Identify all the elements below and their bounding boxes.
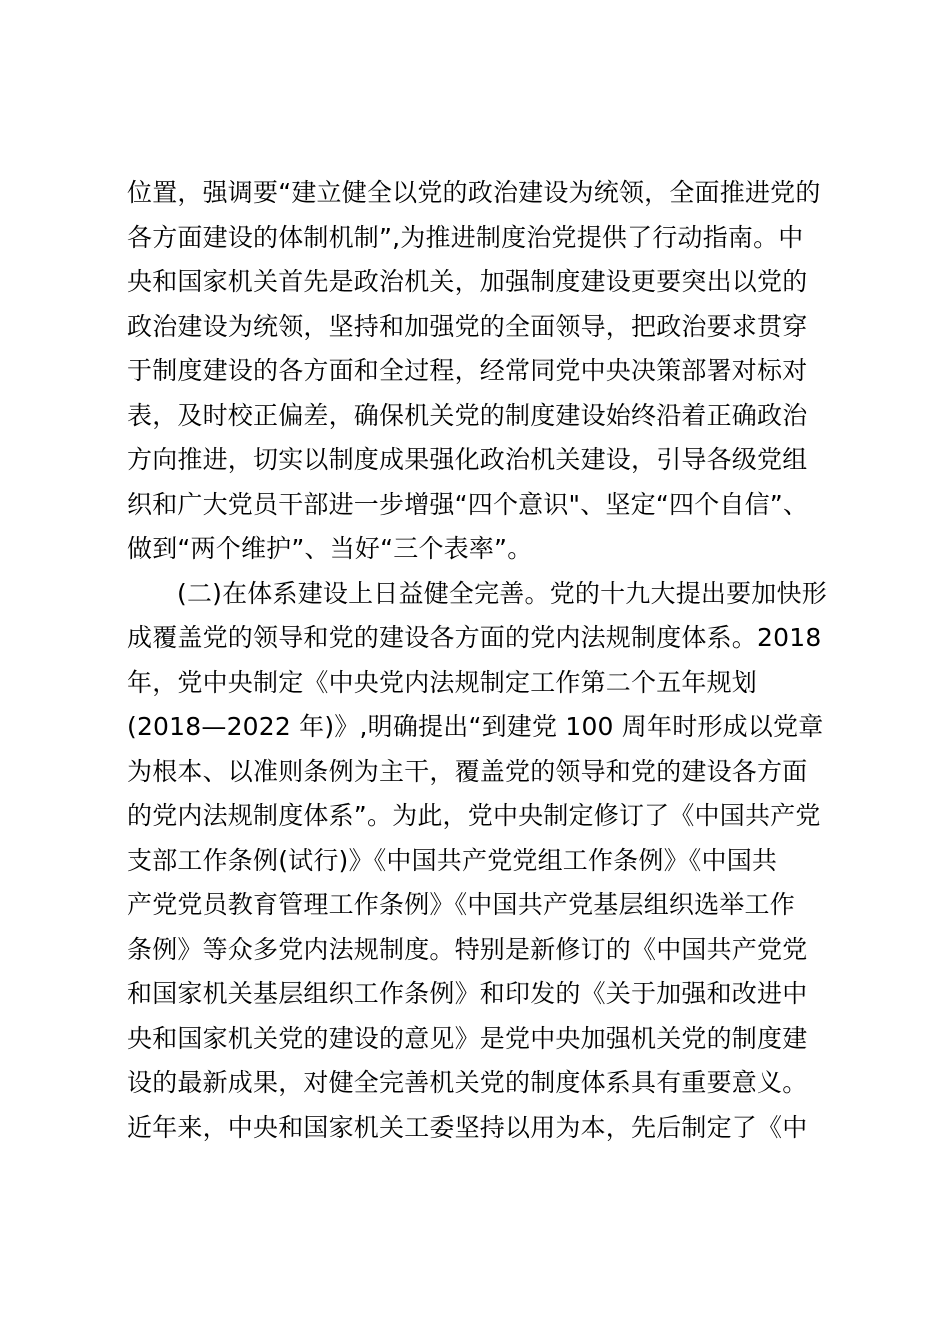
- text-line: 年，党中央制定《中央党内法规制定工作第二个五年规划: [127, 667, 758, 697]
- text-line: 支部工作条例(试行)》《中国共产党党组工作条例》《中国共: [127, 845, 778, 875]
- text-line: 各方面建设的体制机制”,为推进制度治党提供了行动指南。中: [127, 222, 804, 252]
- text-line: (2018—2022 年)》,明确提出“到建党 100 周年时形成以党章: [127, 712, 824, 741]
- text-line: 的党内法规制度体系”。为此，党中央制定修订了《中国共产党: [127, 801, 821, 830]
- text-line: 设的最新成果，对健全完善机关党的制度体系具有重要意义。: [127, 1068, 808, 1097]
- text-line: 央和国家机关党的建设的意见》是党中央加强机关党的制度建: [127, 1023, 808, 1053]
- text-line: 表，及时校正偏差，确保机关党的制度建设始终沿着正确政治: [127, 400, 808, 430]
- text-line: 和国家机关基层组织工作条例》和印发的《关于加强和改进中: [127, 979, 808, 1008]
- text-line: 方向推进，切实以制度成果强化政治机关建设，引导各级党组: [127, 445, 808, 474]
- body-text: [127, 171, 837, 1150]
- text-line: 位置，强调要“建立健全以党的政治建设为统领，全面推进党的: [127, 178, 821, 207]
- text-line: 为根本、以准则条例为主干，覆盖党的领导和党的建设各方面: [127, 756, 808, 786]
- text-line: 央和国家机关首先是政治机关，加强制度建设更要突出以党的: [127, 267, 808, 296]
- text-line: (二)在体系建设上日益健全完善。党的十九大提出要加快形: [177, 578, 827, 608]
- text-line: 近年来，中央和国家机关工委坚持以用为本，先后制定了《中: [127, 1112, 808, 1142]
- text-line: 产党党员教育管理工作条例》《中国共产党基层组织选举工作: [127, 890, 795, 919]
- text-line: 于制度建设的各方面和全过程，经常同党中央决策部署对标对: [127, 356, 808, 385]
- text-line: 做到“两个维护”、当好“三个表率”。: [127, 534, 533, 563]
- text-line: 政治建设为统领，坚持和加强党的全面领导，把政治要求贯穿: [127, 311, 808, 341]
- text-line: 成覆盖党的领导和党的建设各方面的党内法规制度体系。2018: [127, 623, 822, 652]
- text-line: 织和广大党员干部进一步增强“四个意识"、坚定“四个自信”、: [127, 489, 809, 519]
- text-line: 条例》等众多党内法规制度。特别是新修订的《中国共产党党: [127, 934, 808, 964]
